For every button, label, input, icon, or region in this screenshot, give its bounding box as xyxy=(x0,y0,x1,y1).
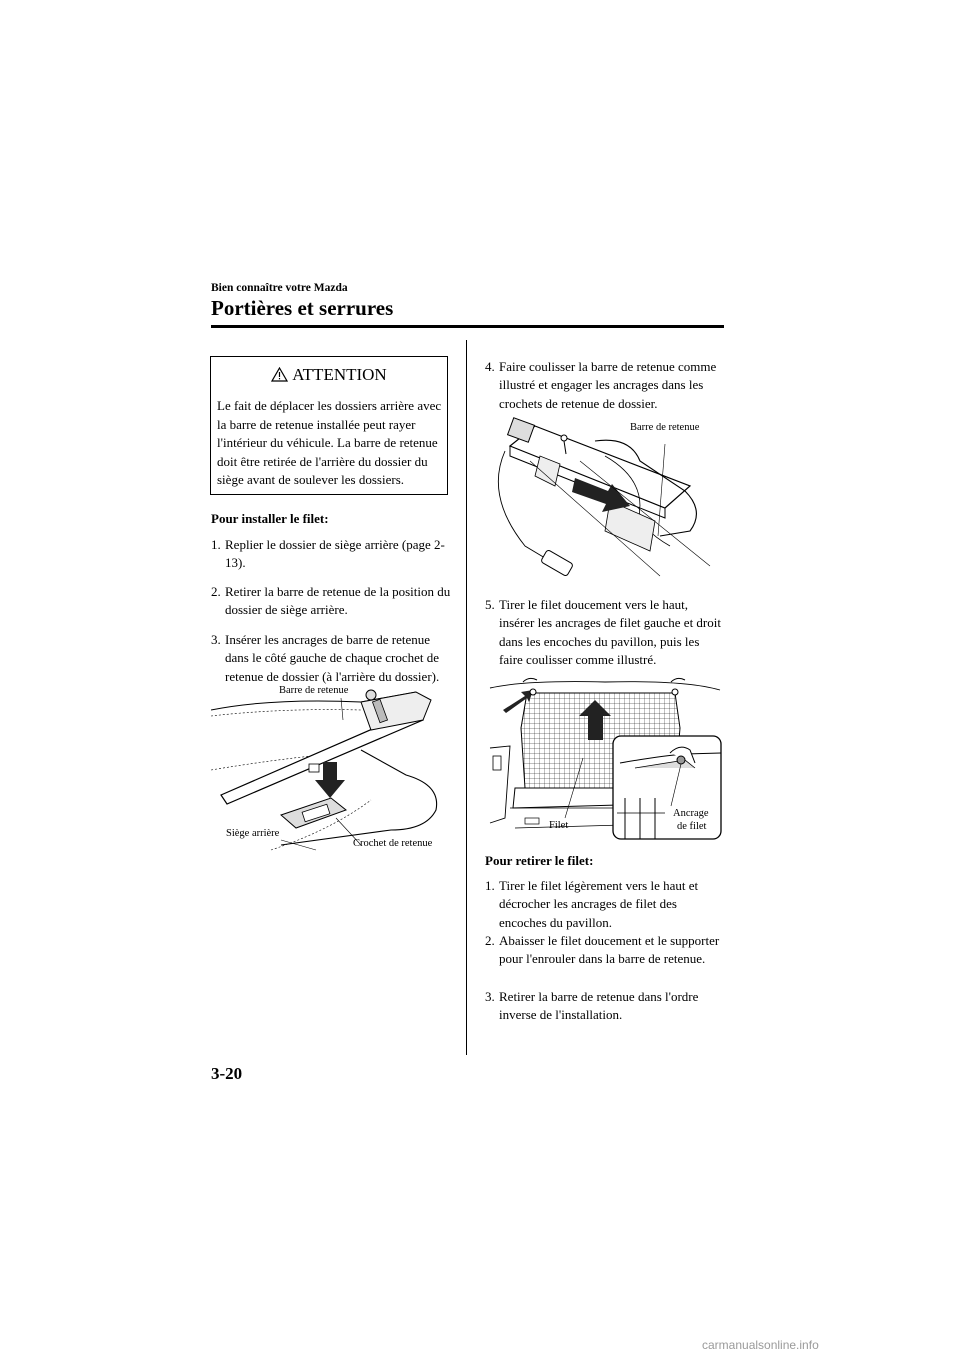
column-divider xyxy=(466,340,467,1055)
warning-icon xyxy=(271,367,288,382)
caption-de-filet: de filet xyxy=(677,821,707,832)
attention-heading xyxy=(211,365,447,385)
caption-barre-de-retenue-2: Barre de retenue xyxy=(630,422,700,433)
figure-cargo-net xyxy=(485,668,725,843)
illustration-bar-slide xyxy=(490,416,725,586)
header-rule xyxy=(211,325,724,328)
install-step-2: 2. Retirer la barre de retenue de la position du dossier de siège arrière. xyxy=(211,584,451,618)
install-step-4: 4. Faire coulisser la barre de retenue comme illustré et engager les ancrages dans les crochets de retenue de dossier. xyxy=(485,359,717,411)
caption-ancrage: Ancrage xyxy=(673,808,709,819)
caption-barre-de-retenue: Barre de retenue xyxy=(279,685,349,696)
attention-text: Le fait de déplacer les dossiers arrière avec la barre de retenue installée peut rayer l'intérieur du véhicule. La barre de retenue doit être retirée de l'arrière du dossier du siège avant de soulever les dossiers. xyxy=(217,398,442,487)
remove-step-2: 2. Abaisser le filet doucement et le supporter pour l'enrouler dans la barre de retenue. xyxy=(485,933,720,967)
install-step-1: 1. Replier le dossier de siège arrière (page 2-13). xyxy=(211,537,445,571)
install-step-3: 3. Insérer les ancrages de barre de retenue dans le côté gauche de chaque crochet de retenue de dossier (à l'arrière du dossier). xyxy=(211,632,440,684)
attention-box xyxy=(210,356,448,495)
caption-siege-arriere: Siège arrière xyxy=(226,828,280,839)
figure-slide-restraint-bar xyxy=(490,416,725,586)
install-step-5: 5. Tirer le filet doucement vers le haut, insérer les ancrages de filet gauche et droit dans les encoches du pavillon, puis les faire coulisser comme illustré. xyxy=(485,597,721,668)
attention-label: ATTENTION xyxy=(292,365,387,384)
watermark: carmanualsonline.info xyxy=(702,1338,819,1352)
section-label: Bien connaître votre Mazda xyxy=(211,282,348,294)
page-number: 3-20 xyxy=(211,1064,243,1083)
page-title: Portières et serrures xyxy=(211,296,394,320)
remove-step-1: 1. Tirer le filet légèrement vers le haut et décrocher les ancrages de filet des encoches du pavillon. xyxy=(485,878,699,930)
remove-heading: Pour retirer le filet: xyxy=(485,853,594,868)
figure-restraint-bar-hook xyxy=(211,680,451,860)
remove-step-3: 3. Retirer la barre de retenue dans l'ordre inverse de l'installation. xyxy=(485,989,699,1023)
caption-filet: Filet xyxy=(549,820,569,831)
install-heading: Pour installer le filet: xyxy=(211,511,329,526)
caption-crochet-de-retenue: Crochet de retenue xyxy=(353,838,433,849)
